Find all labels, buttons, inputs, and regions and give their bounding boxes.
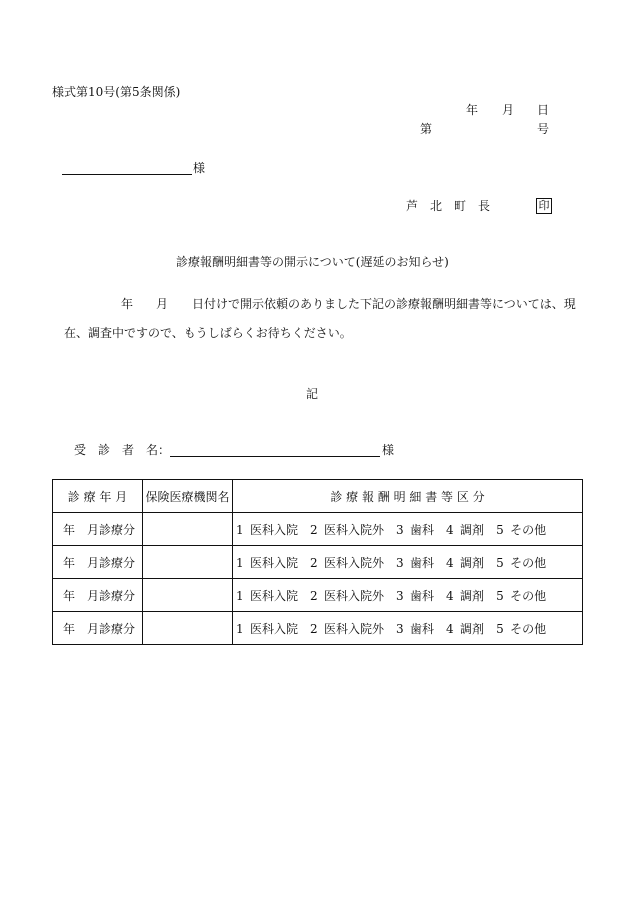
- patient-name-underline: [170, 456, 380, 457]
- cell-institution: [143, 513, 233, 546]
- category-option: 1 医科入院: [236, 588, 299, 603]
- cell-treatment-month: 年 月診療分: [53, 513, 143, 546]
- header-treatment-month: 診 療 年 月: [53, 480, 143, 513]
- cell-treatment-month: 年 月診療分: [53, 579, 143, 612]
- header-institution: 保険医療機関名: [143, 480, 233, 513]
- sender-title: 芦 北 町 長: [406, 199, 491, 213]
- document-title: 診療報酬明細書等の開示について(遅延のお知らせ): [176, 255, 449, 269]
- category-option: 5 その他: [496, 522, 547, 537]
- cell-category-options: [233, 612, 583, 645]
- seal-stamp: 印: [536, 198, 552, 214]
- cell-category-options: [233, 579, 583, 612]
- body-month-blank: 月: [156, 297, 169, 311]
- cell-institution: [143, 546, 233, 579]
- cell-category-options: [233, 513, 583, 546]
- addressee-honorific: 様: [193, 161, 206, 175]
- category-option: 1 医科入院: [236, 522, 299, 537]
- table-header-row: [53, 480, 583, 513]
- cell-treatment-month: 年 月診療分: [53, 612, 143, 645]
- category-option: 4 調剤: [446, 588, 485, 603]
- category-option: 3 歯科: [396, 555, 435, 570]
- body-line-1: 日付けで開示依頼のありました下記の診療報酬明細書等については、現: [192, 297, 576, 311]
- table-row: [53, 579, 583, 612]
- date-year-label: 年: [466, 103, 479, 117]
- header-category: 診 療 報 酬 明 細 書 等 区 分: [233, 480, 583, 513]
- cell-treatment-month: 年 月診療分: [53, 546, 143, 579]
- category-option: 2 医科入院外: [310, 588, 385, 603]
- addressee-underline: [62, 174, 192, 175]
- category-option: 5 その他: [496, 588, 547, 603]
- disclosure-table: [52, 479, 583, 645]
- category-option: 4 調剤: [446, 555, 485, 570]
- number-prefix: 第: [420, 122, 433, 136]
- cell-institution: [143, 612, 233, 645]
- cell-institution: [143, 579, 233, 612]
- category-option: 5 その他: [496, 555, 547, 570]
- category-option: 1 医科入院: [236, 621, 299, 636]
- ki-heading: 記: [306, 387, 319, 401]
- table-row: [53, 612, 583, 645]
- form-number: 様式第10号(第5条関係): [52, 85, 181, 99]
- table-row: [53, 513, 583, 546]
- table-row: [53, 546, 583, 579]
- patient-honorific: 様: [382, 443, 395, 457]
- patient-name-label: 受 診 者 名：: [74, 443, 171, 457]
- category-option: 5 その他: [496, 621, 547, 636]
- category-option: 3 歯科: [396, 588, 435, 603]
- date-day-label: 日: [537, 103, 550, 117]
- body-line-2: 在、調査中ですので、もうしばらくお待ちください。: [64, 326, 352, 340]
- category-option: 2 医科入院外: [310, 555, 385, 570]
- cell-category-options: [233, 546, 583, 579]
- category-option: 1 医科入院: [236, 555, 299, 570]
- category-option: 4 調剤: [446, 621, 485, 636]
- category-option: 3 歯科: [396, 621, 435, 636]
- body-year-blank: 年: [121, 297, 134, 311]
- category-option: 3 歯科: [396, 522, 435, 537]
- category-option: 2 医科入院外: [310, 621, 385, 636]
- category-option: 4 調剤: [446, 522, 485, 537]
- number-suffix: 号: [537, 122, 550, 136]
- category-option: 2 医科入院外: [310, 522, 385, 537]
- date-month-label: 月: [502, 103, 515, 117]
